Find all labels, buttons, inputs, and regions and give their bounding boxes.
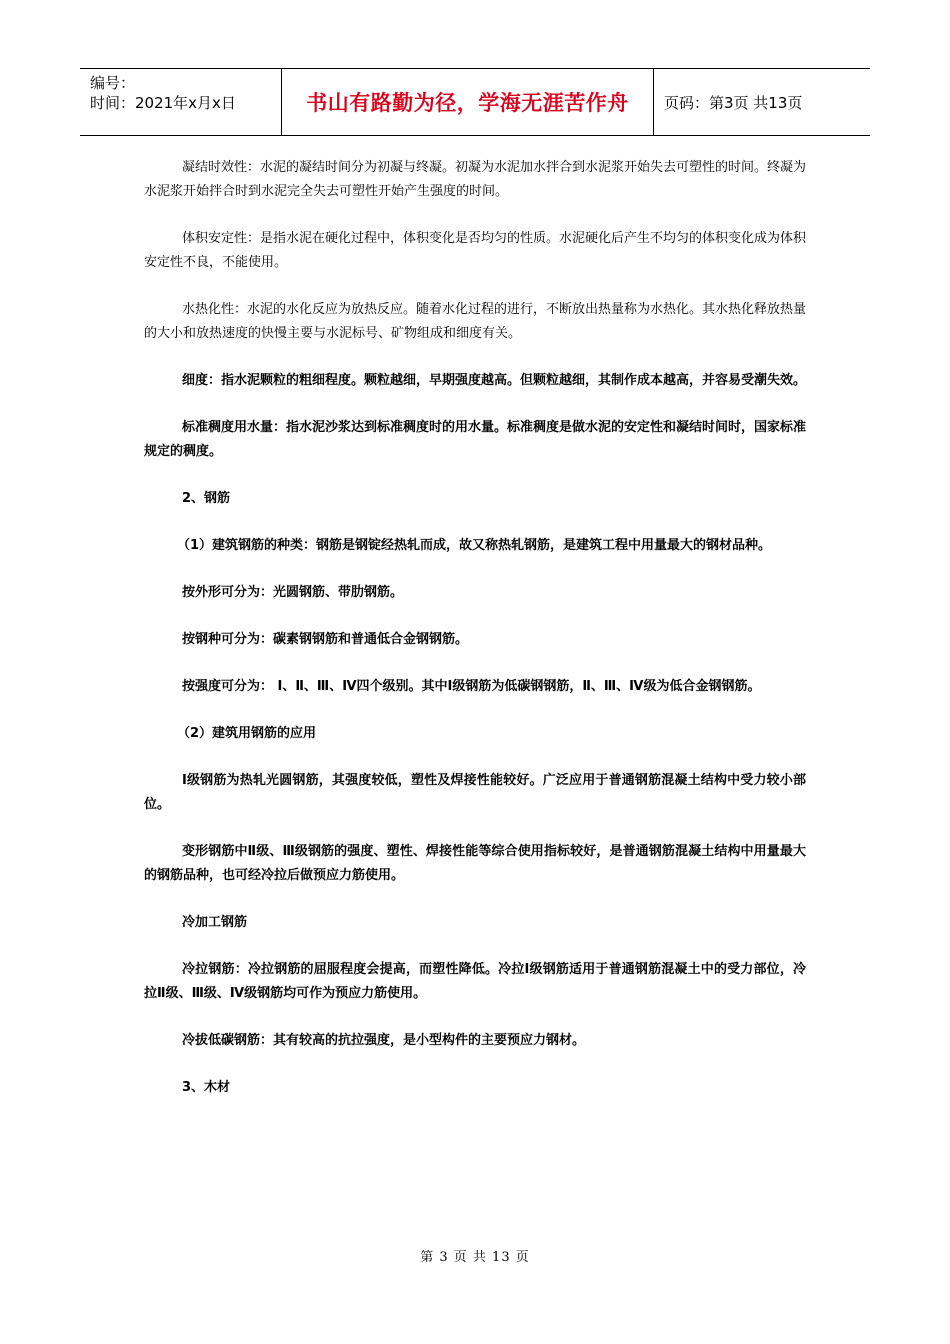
header-page-code: 页码：第3页 共13页 — [664, 93, 803, 112]
paragraph-by-steel-type: 按钢种可分为：碳素钢钢筋和普通低合金钢钢筋。 — [182, 632, 469, 647]
page-footer: 第 3 页 共 13 页 — [420, 1250, 530, 1265]
paragraph-standard-consistency: 标准稠度用水量：指水泥沙浆达到标准稠度时的用水量。标准稠度是做水泥的安定性和凝结时间时，国家标准规定的稠度。 — [144, 420, 807, 459]
header-motto-cell — [282, 69, 654, 135]
header-page-cell — [654, 69, 870, 135]
paragraph-steel-types: （1）建筑钢筋的种类：钢筋是钢锭经热轧而成，故又称热轧钢筋，是建筑工程中用量最大的钢材品种。 — [177, 538, 772, 553]
header-info-cell — [80, 69, 282, 135]
subheading-cold-worked-steel: 冷加工钢筋 — [182, 915, 248, 930]
document-time-label: 时间：2021年x月x日 — [90, 94, 236, 112]
section-heading-timber: 3、木材 — [182, 1080, 231, 1095]
paragraph-cold-drawn-low-carbon: 冷拔低碳钢筋：其有较高的抗拉强度，是小型构件的主要预应力钢材。 — [182, 1033, 586, 1048]
document-number-label: 编号： — [90, 74, 136, 92]
document-body — [144, 156, 806, 1123]
section-heading-steel: 2、钢筋 — [182, 491, 231, 506]
paragraph-deformed-steel: 变形钢筋中Ⅱ级、Ⅲ级钢筋的强度、塑性、焊接性能等综合使用指标较好，是普通钢筋混凝土结构中用量最大的钢筋品种，也可经冷拉后做预应力筋使用。 — [144, 844, 806, 883]
paragraph-setting-time: 凝结时效性：水泥的凝结时间分为初凝与终凝。初凝为水泥加水拌合到水泥浆开始失去可塑性的时间。终凝为水泥浆开始拌合时到水泥完全失去可塑性开始产生强度的时间。 — [144, 160, 807, 199]
paragraph-by-strength: 按强度可分为： Ⅰ、Ⅱ、Ⅲ、Ⅳ四个级别。其中Ⅰ级钢筋为低碳钢钢筋，Ⅱ、Ⅲ、Ⅳ级为低合金钢钢筋。 — [182, 679, 761, 694]
subheading-steel-application: （2）建筑用钢筋的应用 — [177, 726, 317, 741]
paragraph-hydration-heat: 水热化性：水泥的水化反应为放热反应。随着水化过程的进行，不断放出热量称为水热化。其水热化释放热量的大小和放热速度的快慢主要与水泥标号、矿物组成和细度有关。 — [144, 302, 807, 341]
paragraph-by-shape: 按外形可分为：光圆钢筋、带肋钢筋。 — [182, 585, 404, 600]
header-motto: 书山有路勤为径，学海无涯苦作舟 — [306, 91, 629, 115]
paragraph-cold-drawn-steel: 冷拉钢筋：冷拉钢筋的屈服程度会提高，而塑性降低。冷拉Ⅰ级钢筋适用于普通钢筋混凝土中的受力部位，冷拉Ⅱ级、Ⅲ级、Ⅳ级钢筋均可作为预应力筋使用。 — [144, 962, 806, 1001]
paragraph-fineness: 细度：指水泥颗粒的粗细程度。颗粒越细，早期强度越高。但颗粒越细，其制作成本越高，并容易受潮失效。 — [182, 373, 807, 388]
paragraph-grade-one-steel: Ⅰ级钢筋为热轧光圆钢筋，其强度较低，塑性及焊接性能较好。广泛应用于普通钢筋混凝土结构中受力较小部位。 — [144, 773, 806, 812]
page-header — [80, 68, 870, 136]
paragraph-volume-stability: 体积安定性：是指水泥在硬化过程中，体积变化是否均匀的性质。水泥硬化后产生不均匀的体积变化成为体积安定性不良，不能使用。 — [144, 231, 807, 270]
